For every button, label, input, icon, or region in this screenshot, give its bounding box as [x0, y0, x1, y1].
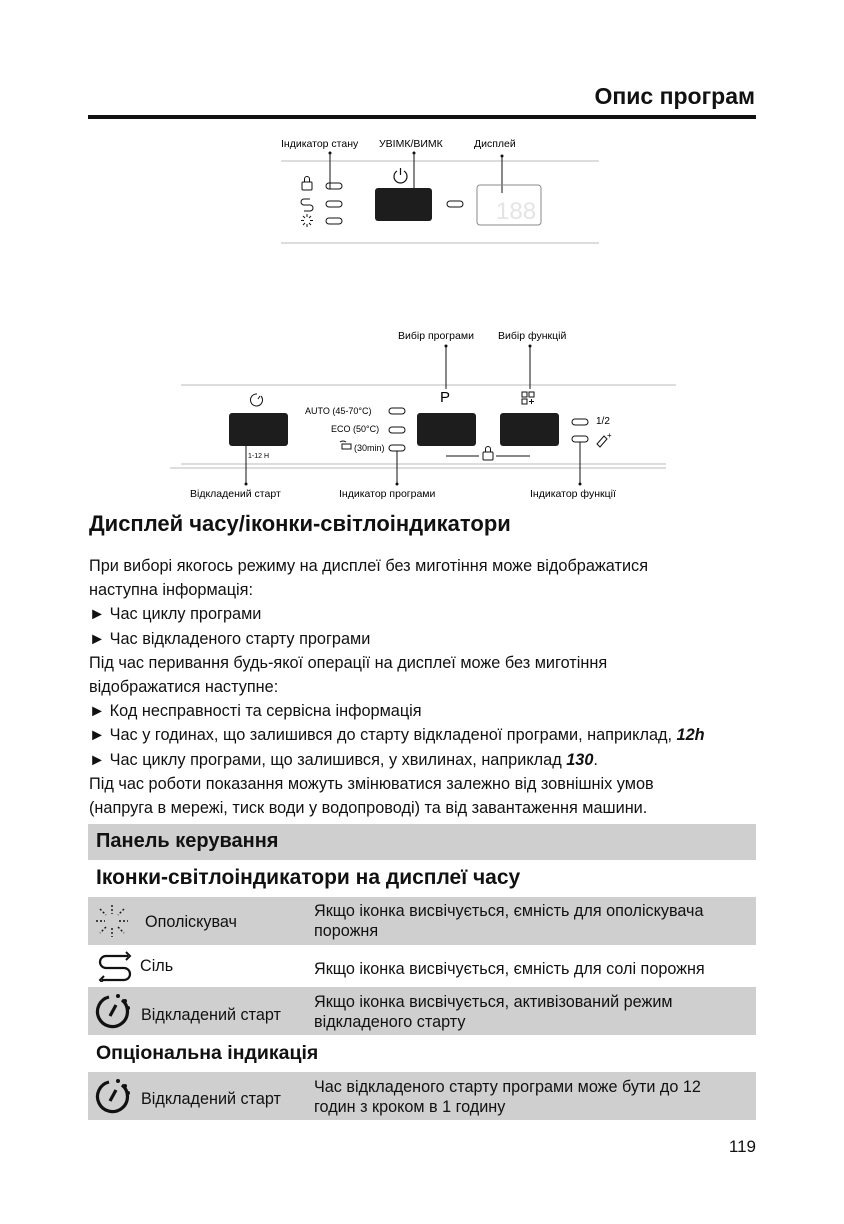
control-panel-diagram-bottom: [0, 0, 844, 500]
salt-icon: [94, 950, 134, 982]
example-minutes: 130: [566, 750, 594, 769]
program-letter: P: [440, 389, 451, 406]
half-load-label: 1/2: [596, 416, 610, 427]
row-description: Якщо іконка висвічується, ємність для ополіскувача порожня: [314, 902, 704, 940]
display-digits: 188: [496, 198, 537, 225]
power-label: УВІМК/ВИМК: [379, 138, 443, 150]
example-hours: 12h: [676, 726, 705, 745]
optional-title: Опціональна індикація: [96, 1042, 319, 1064]
delay-timer-icon: [93, 1077, 133, 1117]
paragraph-1b: наступна інформація:: [89, 581, 253, 600]
page-header-title: Опис програм: [594, 83, 755, 109]
bullet-2: ► Час відкладеного старту програми: [89, 629, 371, 648]
section-title: Дисплей часу/іконки-світлоіндикатори: [89, 511, 511, 536]
row-name: Ополіскувач: [145, 913, 237, 931]
delayed-start-label: Відкладений старт: [190, 488, 281, 500]
panel-title-band: [88, 824, 756, 860]
row-name: Відкладений старт: [141, 1006, 281, 1024]
function-button[interactable]: [500, 413, 559, 446]
delay-range-label: 1-12 H: [248, 453, 270, 460]
child-lock-icon: [483, 447, 493, 461]
icon-row-salt: [88, 946, 756, 986]
program-indicator-label: Індикатор програми: [339, 488, 436, 500]
program-led-quick: [389, 445, 405, 451]
program-quick: (30min): [354, 443, 385, 453]
delay-timer-icon: [93, 992, 133, 1032]
icon-row-delayed-start: [88, 987, 756, 1035]
row-description: Якщо іконка висвічується, ємність для солі порожня: [314, 960, 705, 978]
bullet-3: ► Код несправності та сервісна інформація: [89, 702, 422, 721]
row-description: Якщо іконка висвічується, активізований режим відкладеного старту: [314, 993, 673, 1031]
rinse-aid-icon: [94, 903, 130, 939]
program-button[interactable]: [417, 413, 476, 446]
paragraph-3a: Під час роботи показання можуть змінюватися залежно від зовнішніх умов: [89, 774, 654, 793]
section-body: [89, 554, 761, 820]
bullet-5: ► Час циклу програми, що залишився, у хвилинах, наприклад 130.: [89, 750, 598, 769]
panel-title: Панель керування: [96, 830, 279, 852]
icons-title: Іконки-світлоіндикатори на дисплеї часу: [96, 866, 521, 889]
display-label: Дисплей: [474, 138, 516, 150]
row-name: Відкладений старт: [141, 1090, 281, 1108]
function-icon: [522, 392, 534, 404]
optional-row-delayed-start: [88, 1072, 756, 1120]
program-auto: AUTO (45-70°C): [305, 406, 372, 416]
paragraph-1a: При виборі якогось режиму на дисплеї без миготіння може відображатися: [89, 557, 649, 575]
svg-text:+: +: [607, 431, 612, 440]
page-number: 119: [728, 1137, 756, 1156]
delayed-start-button[interactable]: [229, 413, 288, 446]
program-led-auto: [389, 408, 405, 414]
extra-function-led: [572, 436, 588, 442]
half-load-led: [572, 419, 588, 425]
program-select-label: Вибір програми: [398, 330, 474, 342]
icon-row-rinse-aid: [88, 897, 756, 945]
bullet-1: ► Час циклу програми: [89, 605, 262, 624]
delay-timer-icon: [251, 394, 263, 406]
paragraph-2a: Під час перивання будь-якої операції на дисплеї може без миготіння: [89, 653, 608, 672]
function-indicator-label: Індикатор функції: [530, 488, 616, 500]
quick-wash-icon: [340, 441, 351, 449]
program-led-eco: [389, 427, 405, 433]
row-description: Час відкладеного старту програми може бути до 12 годин з кроком в 1 годину: [314, 1078, 701, 1116]
function-select-label: Вибір функцій: [498, 330, 567, 342]
extra-dry-icon: [597, 431, 612, 447]
program-eco: ECO (50°C): [331, 424, 380, 434]
bullet-4: ► Час у годинах, що залишився до старту відкладеної програми, наприклад, 12h: [89, 726, 705, 745]
paragraph-3b: (напруга в мережі, тиск води у водопроводі) та від завантаження машини.: [89, 799, 648, 818]
status-indicator-label: Індикатор стану: [281, 138, 359, 150]
paragraph-2b: відображатися наступне:: [89, 678, 279, 697]
row-name: Сіль: [140, 957, 174, 975]
